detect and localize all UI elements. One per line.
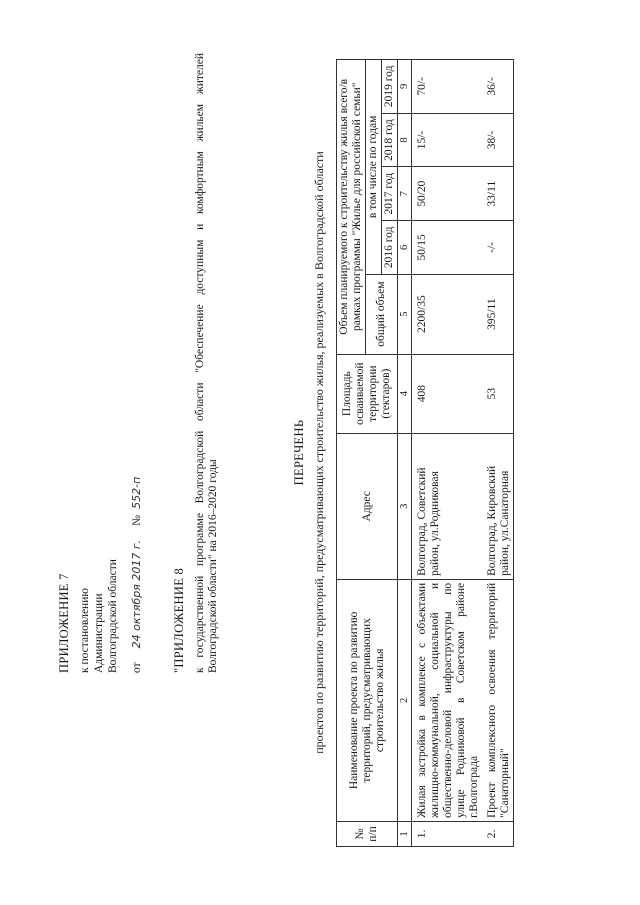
volume-2018: 38/- <box>482 113 514 167</box>
header-year-2018: 2018 год <box>382 113 398 167</box>
decree-number: 552-п <box>130 476 143 509</box>
appendix-8-text: к государственной программе Волгоградской области "Обеспечение доступным и комфортным жильем жителей Волгоградской области" на 2016–2020 годы <box>194 53 219 673</box>
col-number: 9 <box>398 60 412 114</box>
col-number: 8 <box>398 113 412 167</box>
decree-date-line <box>130 373 144 673</box>
volume-2018: 15/- <box>412 113 483 167</box>
volume-2016: -/- <box>482 221 514 275</box>
decree-date: 24 октября 2017 г. <box>130 539 143 649</box>
volume-2019: 36/- <box>482 60 514 114</box>
projects-table <box>336 59 514 847</box>
project-name: Жилая застройка в комплексе с объектами жилищно-коммунальной, социальной и общественно-деловой инфраструктуры по улице Родниковой в Советском районе г.Волгограда <box>412 579 483 821</box>
header-by-years: в том числе по годам <box>366 60 382 275</box>
project-address: Волгоград, Советский район, ул.Родниковая <box>412 433 483 579</box>
column-numbers-row <box>398 60 412 847</box>
appendix-8-block <box>172 53 220 673</box>
appendix-line-3: Волгоградской области <box>107 559 119 673</box>
header-address: Адрес <box>337 433 398 579</box>
volume-2016: 50/15 <box>412 221 483 275</box>
col-number: 4 <box>398 354 412 433</box>
volume-2017: 50/20 <box>412 167 483 221</box>
appendix-line-2: Администрации <box>93 593 105 673</box>
appendix-line-1: к постановлению <box>79 588 91 673</box>
col-number: 2 <box>398 579 412 821</box>
appendix-8-title: "ПРИЛОЖЕНИЕ 8 <box>172 567 186 673</box>
header-area: Площадь осваиваемой территории (гектаров) <box>337 354 398 433</box>
header-year-2016: 2016 год <box>382 221 398 275</box>
project-name: Проект комплексного освоения территорий "Санаторный" <box>482 579 514 821</box>
volume-2019: 70/- <box>412 60 483 114</box>
table-row <box>482 60 514 847</box>
col-number: 6 <box>398 221 412 275</box>
col-number: 1 <box>398 821 412 846</box>
project-area: 53 <box>482 354 514 433</box>
header-year-2017: 2017 год <box>382 167 398 221</box>
header-year-2019: 2019 год <box>382 60 398 114</box>
col-number: 5 <box>398 274 412 354</box>
row-num: 2. <box>482 821 514 846</box>
document-subtitle: проектов по развитию территорий, предусматривающих строительство жилья, реализуемых в Волгоградской области <box>312 151 326 754</box>
appendix-7-title: ПРИЛОЖЕНИЕ 7 <box>57 573 71 673</box>
col-number: 3 <box>398 433 412 579</box>
appendix-7-block <box>56 373 144 673</box>
project-area: 408 <box>412 354 483 433</box>
volume-2017: 33/11 <box>482 167 514 221</box>
header-total-volume: общий объем <box>366 274 398 354</box>
header-num: № п/п <box>337 821 398 846</box>
header-housing-volume: Объем планируемого к строительству жилья всего/в рамках программы "Жилье для российской семьи" <box>337 60 366 355</box>
row-num: 1. <box>412 821 483 846</box>
project-address: Волгоград, Кировский район, ул.Санаторная <box>482 433 514 579</box>
table-row <box>412 60 483 847</box>
col-number: 7 <box>398 167 412 221</box>
total-volume: 395/11 <box>482 274 514 354</box>
header-project-name: Наименование проекта по развитию территорий, предусматривающих строительство жилья <box>337 579 398 821</box>
total-volume: 2200/35 <box>412 274 483 354</box>
from-label: от <box>131 662 143 673</box>
number-label: № <box>131 514 143 526</box>
document-title: ПЕРЕЧЕНЬ <box>292 419 306 486</box>
